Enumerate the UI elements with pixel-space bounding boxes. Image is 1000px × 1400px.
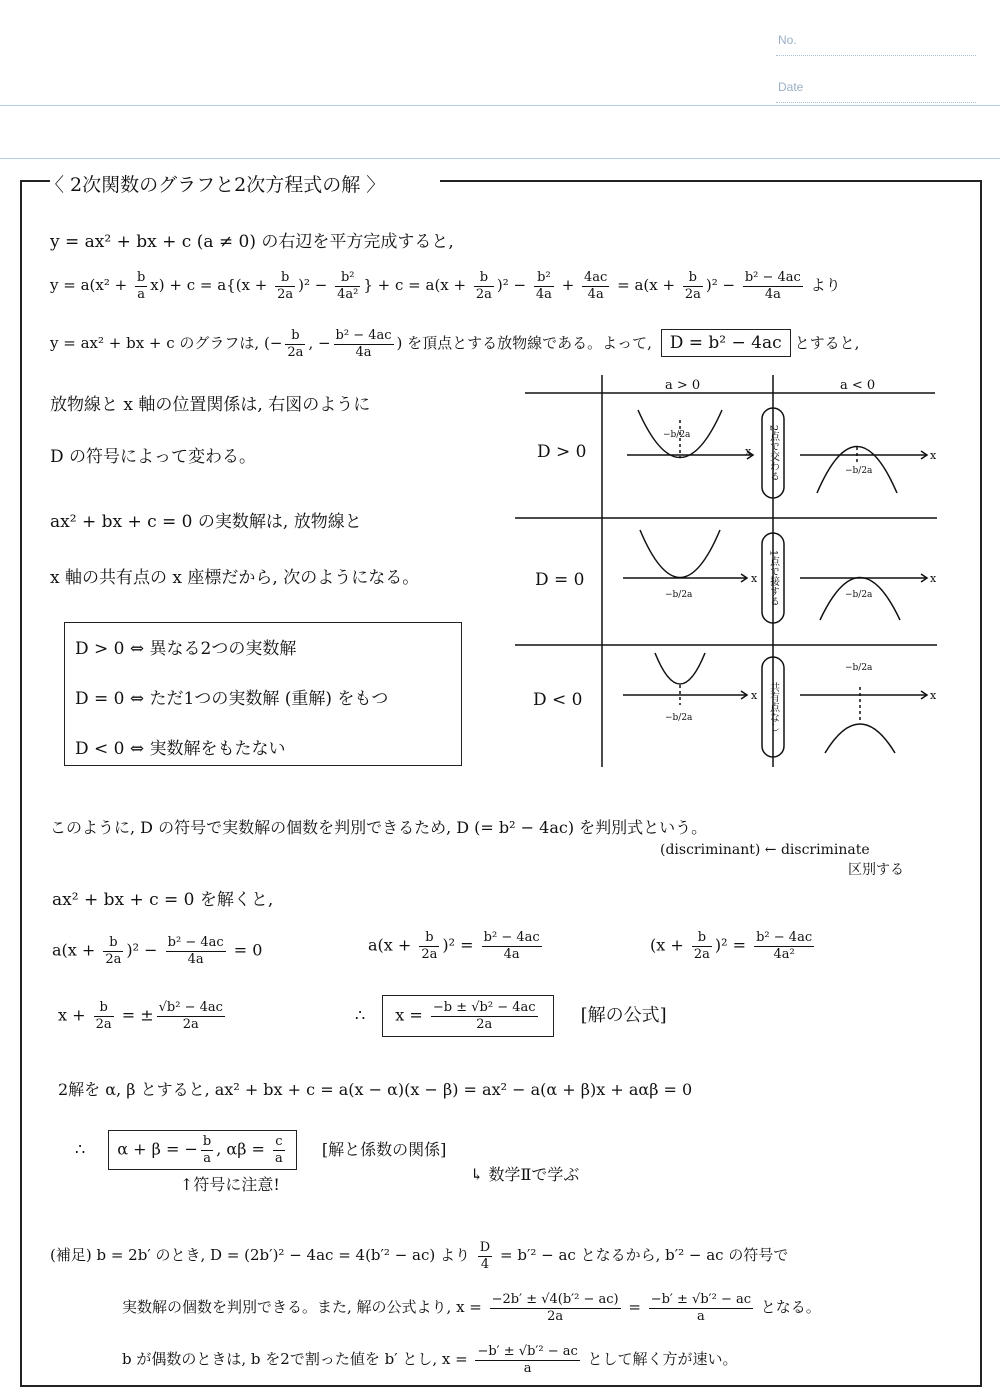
cases-box: [64, 622, 462, 766]
vertex-label-4: −b/2a: [845, 590, 873, 600]
graph-neg-no-points: [800, 687, 937, 753]
svg-text:x: x: [930, 449, 937, 462]
discriminant-box: D = b² − 4ac: [661, 329, 791, 357]
supplement-line-2: 実数解の個数を判別できる。また, 解の公式より, x = $\frac{\text{−2b′ ± √4(b′² − ac)}}{2a}$ = $\frac{\text{−b′ ± √b′² − ac}}{a}$ となる。: [122, 1292, 821, 1324]
discriminate-meaning: 区別する: [848, 862, 904, 878]
svg-text:x: x: [930, 572, 937, 585]
math2-note: ↳ 数学Ⅱで学ぶ: [470, 1165, 580, 1184]
line-intro: y = ax² + bx + c (a ≠ 0) の右辺を平方完成すると,: [50, 232, 454, 252]
relation-tangent: 1点で接する: [767, 549, 779, 607]
date-dotted-line: [776, 102, 976, 103]
no-dotted-line: [776, 55, 976, 56]
para-roots-2: x 軸の共有点の x 座標だから, 次のようになる。: [50, 568, 420, 588]
solve-step-3: (x + $\frac{b}{2a}$ )² = $\frac{\text{b² − 4ac}}{\text{4a²}}$: [650, 930, 813, 962]
svg-text:x: x: [745, 445, 752, 458]
line-square-completion: y = a(x² + $\frac{b}{a}$ x) + c = a{(x + $\frac{b}{2a}$ )² − $\frac{\text{b²}}{\text{4a²}}$ } + c = a(x + $\frac{b}{2a}$ )² − $\frac{\text{b²}}{4a}$ + $\frac{4ac}{4a}$ = a(x + $\frac{b}{2a}$ )² − $\frac{\text{b² − 4ac}}{4a}$ より: [50, 270, 841, 302]
case-negative: D < 0 ⇔ 実数解をもたない: [75, 739, 286, 759]
row-label-d-neg: D < 0: [533, 690, 583, 710]
svg-text:x: x: [751, 689, 758, 702]
col-header-a-pos: a > 0: [665, 378, 701, 393]
vertex-label-3: −b/2a: [665, 590, 693, 600]
content-frame: [20, 180, 982, 1387]
col-header-a-neg: a < 0: [840, 378, 876, 393]
vieta-line: ∴ α + β = − $\frac{b}{a}$ , αβ = $\frac{c}{a}$ [解と係数の関係]: [75, 1130, 446, 1170]
parabola-diagram: [515, 375, 945, 775]
graph-pos-no-points: [623, 653, 758, 705]
frame-top-right: [440, 180, 980, 182]
supplement-line-1: (補足) b = 2b′ のとき, D = (2b′)² − 4ac = 4(b′² − ac) より $\frac{D}{4}$ = b′² − ac となるから, b′² − ac の符号で: [50, 1240, 789, 1272]
date-label: Date: [778, 80, 804, 94]
svg-text:x: x: [930, 689, 937, 702]
vertex-label-5: −b/2a: [665, 713, 693, 723]
vertex-label-1: −b/2a: [663, 430, 691, 440]
vieta-box: α + β = − $\frac{b}{a}$ , αβ = $\frac{c}{a}$: [108, 1130, 297, 1170]
formula-label: [解の公式]: [580, 1004, 667, 1026]
para-position-2: D の符号によって変わる。: [50, 447, 257, 467]
page-title: 〈 2次関数のグラフと2次方程式の解 〉: [45, 174, 386, 196]
case-positive: D > 0 ⇔ 異なる2つの実数解: [75, 639, 297, 659]
relation-intersect: 2点で交わる: [767, 424, 779, 482]
row-label-d-pos: D > 0: [537, 442, 587, 462]
discriminant-definition: このように, D の符号で実数解の個数を判別できるため, D (= b² − 4ac) を判別式という。: [50, 818, 708, 837]
case-zero: D = 0 ⇔ ただ1つの実数解 (重解) をもつ: [75, 689, 389, 709]
solve-step-2: a(x + $\frac{b}{2a}$ )² = $\frac{\text{b² − 4ac}}{4a}$: [368, 930, 540, 962]
para-position-1: 放物線と x 軸の位置関係は, 右図のように: [50, 395, 371, 415]
row-label-d-zero: D = 0: [535, 570, 585, 590]
no-label: No.: [778, 33, 797, 47]
solve-step-1: a(x + $\frac{b}{2a}$ )² − $\frac{\text{b² − 4ac}}{4a}$ = 0: [52, 935, 263, 967]
vertex-label-6: −b/2a: [845, 663, 873, 673]
para-roots-1: ax² + bx + c = 0 の実数解は, 放物線と: [50, 512, 362, 532]
solve-step-4: x + $\frac{b}{2a}$ = ± $\frac{\text{√b² − 4ac}}{2a}$: [58, 1000, 223, 1032]
sign-note: ↑符号に注意!: [180, 1175, 280, 1194]
quadratic-formula-box: x = $\frac{\text{−b ± √b² − 4ac}}{2a}$: [382, 995, 553, 1037]
roots-relation: 2解を α, β とすると, ax² + bx + c = a(x − α)(x − β) = ax² − a(α + β)x + aαβ = 0: [58, 1080, 693, 1099]
therefore-formula: ∴ x = $\frac{\text{−b ± √b² − 4ac}}{2a}$ [解の公式]: [355, 995, 667, 1037]
discriminant-etymology: (discriminant) ← discriminate: [660, 842, 870, 858]
vertex-label-2: −b/2a: [845, 466, 873, 476]
svg-text:x: x: [751, 572, 758, 585]
relation-none: 共有点なし: [767, 682, 779, 732]
header-rule-2: [0, 158, 1000, 159]
solve-intro: ax² + bx + c = 0 を解くと,: [52, 890, 274, 910]
graph-pos-tangent: [623, 530, 758, 585]
line-vertex: y = ax² + bx + c のグラフは, (− $\frac{b}{2a}$ , − $\frac{\text{b² − 4ac}}{4a}$ ) を頂点とする放物線である。よって, D = b² − 4ac とすると,: [50, 328, 860, 360]
header-rule-1: [0, 105, 1000, 106]
supplement-line-3: b が偶数のときは, b を2で割った値を b′ とし, x = $\frac{\text{−b′ ± √b′² − ac}}{a}$ として解く方が速い。: [122, 1344, 738, 1376]
